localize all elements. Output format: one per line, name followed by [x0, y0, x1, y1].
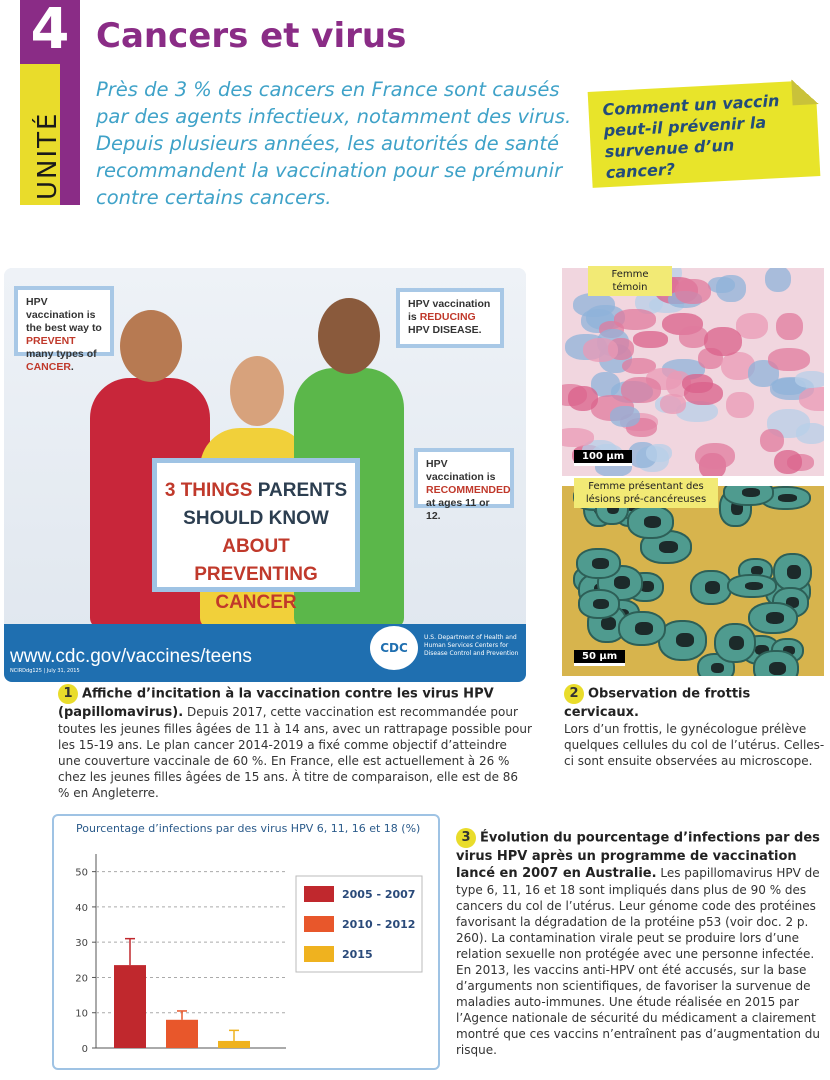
- doc-number-badge: 1: [58, 684, 78, 704]
- lesion-cell: [714, 623, 756, 663]
- scale-bar-100: 100 µm: [574, 450, 632, 466]
- micrograph-label-lesions: Femme présentant des lésions pré-cancéreuses: [574, 478, 718, 508]
- cell-nucleus: [787, 565, 801, 579]
- squamous-cell: [646, 444, 672, 462]
- cell-nucleus: [766, 612, 784, 623]
- girl-head: [230, 356, 284, 426]
- lesion-cell: [773, 553, 812, 591]
- squamous-cell: [682, 374, 712, 393]
- hpv-infection-chart: [52, 834, 440, 1070]
- cell-nucleus: [635, 622, 653, 635]
- page-fold-icon: [791, 78, 818, 105]
- poster-bubble-reducing: [396, 288, 504, 348]
- y-tick-label: 40: [75, 902, 88, 914]
- scale-bar-50: 50 µm: [574, 650, 625, 666]
- squamous-cell: [614, 309, 656, 330]
- squamous-cell: [760, 429, 784, 453]
- squamous-cell: [774, 450, 803, 475]
- cell-nucleus: [659, 541, 678, 553]
- y-tick-label: 30: [75, 938, 88, 950]
- bubble-text: HPV vaccination is: [408, 298, 491, 323]
- cell-nucleus: [778, 494, 797, 502]
- squamous-cell: [568, 386, 598, 411]
- squamous-cell: [765, 268, 792, 292]
- caption-heading: Observation de frottis cervicaux.: [564, 686, 751, 720]
- lesion-cell: [578, 589, 620, 619]
- y-tick-label: 20: [75, 973, 88, 985]
- cdc-logo: CDC: [370, 626, 418, 670]
- bubble-text: .: [70, 361, 74, 373]
- micrograph-label-control: Femme témoin: [588, 266, 672, 296]
- y-tick-label: 0: [81, 1044, 88, 1055]
- caption-doc-2: [564, 684, 826, 769]
- question-sticky-note: [588, 80, 821, 188]
- squamous-cell: [799, 387, 824, 411]
- squamous-cell: [776, 313, 803, 340]
- doc-number-badge: 3: [456, 828, 476, 848]
- legend-swatch: [304, 886, 334, 902]
- cell-nucleus: [705, 581, 720, 593]
- teen-head: [318, 298, 380, 374]
- squamous-cell: [675, 279, 711, 304]
- lesion-cell: [748, 602, 797, 635]
- lesion-cell: [618, 611, 666, 647]
- y-tick-label: 10: [75, 1008, 88, 1020]
- caption-heading: Affiche d’incitation à la vaccination contre les virus HPV (papillomavirus).: [58, 686, 494, 720]
- legend-label: 2005 - 2007: [342, 888, 416, 901]
- bubble-highlight: PREVENT: [26, 335, 76, 347]
- y-tick-label: 50: [75, 867, 88, 879]
- cell-nucleus: [711, 663, 724, 673]
- legend-swatch: [304, 946, 334, 962]
- squamous-cell: [573, 293, 615, 317]
- question-text: Comment un vaccin peut-il prévenir la survenue d’un cancer?: [602, 91, 780, 183]
- legend-label: 2010 - 2012: [342, 918, 416, 931]
- bubble-text: many types of: [26, 348, 97, 360]
- squamous-cell: [633, 331, 668, 347]
- caption-doc-3: [456, 828, 820, 1058]
- boy-head: [120, 310, 182, 382]
- cell-nucleus: [769, 662, 786, 675]
- bubble-highlight: CANCER: [26, 361, 71, 373]
- poster-bubble-recommended: [414, 448, 514, 522]
- cell-nucleus: [742, 488, 761, 497]
- cell-nucleus: [745, 582, 763, 590]
- squamous-cell: [726, 392, 753, 418]
- bubble-highlight: REDUCING: [419, 311, 476, 323]
- bar-2015: [218, 1041, 250, 1048]
- cdc-agency-text: U.S. Department of Health and Human Services Centers for Disease Control and Prevention: [424, 634, 519, 657]
- lesion-cell: [753, 650, 799, 676]
- squamous-cell: [583, 338, 618, 362]
- bar-2010-2012: [166, 1020, 198, 1048]
- sign-text: 3 THINGS: [164, 480, 258, 501]
- micrograph-lesions: [562, 486, 824, 676]
- cell-nucleus: [729, 636, 744, 651]
- cell-nucleus: [644, 516, 661, 528]
- caption-body: Lors d’un frottis, le gynécologue prélève quelques cellules du col de l’utérus. Celles-ci sont ensuite observées au microscope.: [564, 722, 825, 768]
- cell-nucleus: [614, 576, 631, 589]
- sign-text: PARENTS: [257, 480, 348, 501]
- doc-number-badge: 2: [564, 684, 584, 704]
- squamous-cell: [562, 428, 594, 446]
- sign-text: ABOUT: [222, 536, 290, 557]
- legend-label: 2015: [342, 948, 373, 961]
- squamous-cell: [660, 394, 686, 414]
- squamous-cell: [768, 348, 810, 370]
- poster-code: NCIRDdg125 | July 31, 2015: [10, 668, 80, 674]
- sign-line-3: PREVENTING CANCER: [194, 564, 318, 613]
- squamous-cell: [796, 423, 824, 444]
- squamous-cell: [610, 406, 640, 427]
- bubble-text: at ages 11 or 12.: [426, 497, 490, 522]
- squamous-cell: [708, 277, 735, 293]
- legend-swatch: [304, 916, 334, 932]
- sign-line-2: [157, 505, 355, 561]
- sign-text: SHOULD KNOW: [183, 508, 329, 529]
- bubble-highlight: RECOMMENDED: [426, 484, 511, 496]
- bar-2005-2007: [114, 965, 146, 1048]
- page-title: Cancers et virus: [96, 16, 407, 56]
- cell-nucleus: [676, 633, 694, 648]
- unit-number: 4: [30, 0, 70, 62]
- bubble-text: HPV DISEASE.: [408, 324, 482, 336]
- caption-body: Depuis 2017, cette vaccination est recommandée pour toutes les jeunes filles âgées de 11 à 14 ans, avec un rattrapage possible pour les 15-19 ans. Le plan cancer 2014-2019 a fixé comme objectif d’atteindre une couverture vaccinale de 60 %. En France, elle est actuellement à 26 % chez les jeunes filles âgées de 15 ans. À titre de comparaison, elle est de 86 % en Angleterre.: [58, 705, 532, 800]
- squamous-cell: [695, 443, 736, 470]
- caption-heading: Évolution du pourcentage d’infections par des virus HPV après un programme de vaccination lancé en 2007 en Australie.: [456, 830, 820, 881]
- caption-body: Les papillomavirus HPV de type 6, 11, 16 et 18 sont impliqués dans plus de 90 % des cancers du col de l’utérus. Leur génome code des protéines favorisant la dégradation de la protéine p53 (voir doc. 2 p. 260). La contamination virale peut se produire lors d’une relation sexuelle non protégée avec une personne infectée. En 2013, les vaccins anti-HPV ont été accusés, sur la base d’arguments non scientifiques, de favoriser la survenue de maladies auto-immunes. Une étude réalisée en 2015 par l’Agence nationale de sécurité du médicament a clairement montré que ces vaccins n’entraînent pas d’augmentation du risque.: [456, 866, 820, 1057]
- poster-url: www.cdc.gov/vaccines/teens: [10, 646, 252, 667]
- lesion-cell: [627, 505, 674, 539]
- sign-line-1: [157, 477, 355, 505]
- chart-title: Pourcentage d’infections par des virus HPV 6, 11, 16 et 18 (%): [76, 822, 421, 835]
- squamous-cell: [704, 327, 742, 356]
- intro-paragraph: Près de 3 % des cancers en France sont causés par des agents infectieux, notamment des virus. Depuis plusieurs années, les autorités de santé recommandent la vaccination pour se prémunir contre certains cancers.: [96, 78, 572, 209]
- lesion-cell: [727, 574, 777, 598]
- lesion-cell: [576, 548, 620, 579]
- squamous-cell: [795, 371, 824, 388]
- bubble-text: HPV vaccination is the best way to: [26, 296, 102, 334]
- bubble-text: HPV vaccination is: [426, 458, 496, 483]
- unit-label: UNITÉ: [33, 111, 63, 200]
- lesion-cell: [723, 486, 773, 506]
- cell-nucleus: [592, 558, 608, 569]
- poster-bubble-prevent: [14, 286, 114, 373]
- hpv-poster: [4, 268, 526, 682]
- caption-doc-1: [58, 684, 532, 801]
- squamous-cell: [621, 377, 661, 403]
- poster-sign: [152, 458, 360, 613]
- cell-nucleus: [593, 599, 608, 609]
- micrograph-control: [562, 268, 824, 476]
- lesion-cell: [690, 570, 731, 605]
